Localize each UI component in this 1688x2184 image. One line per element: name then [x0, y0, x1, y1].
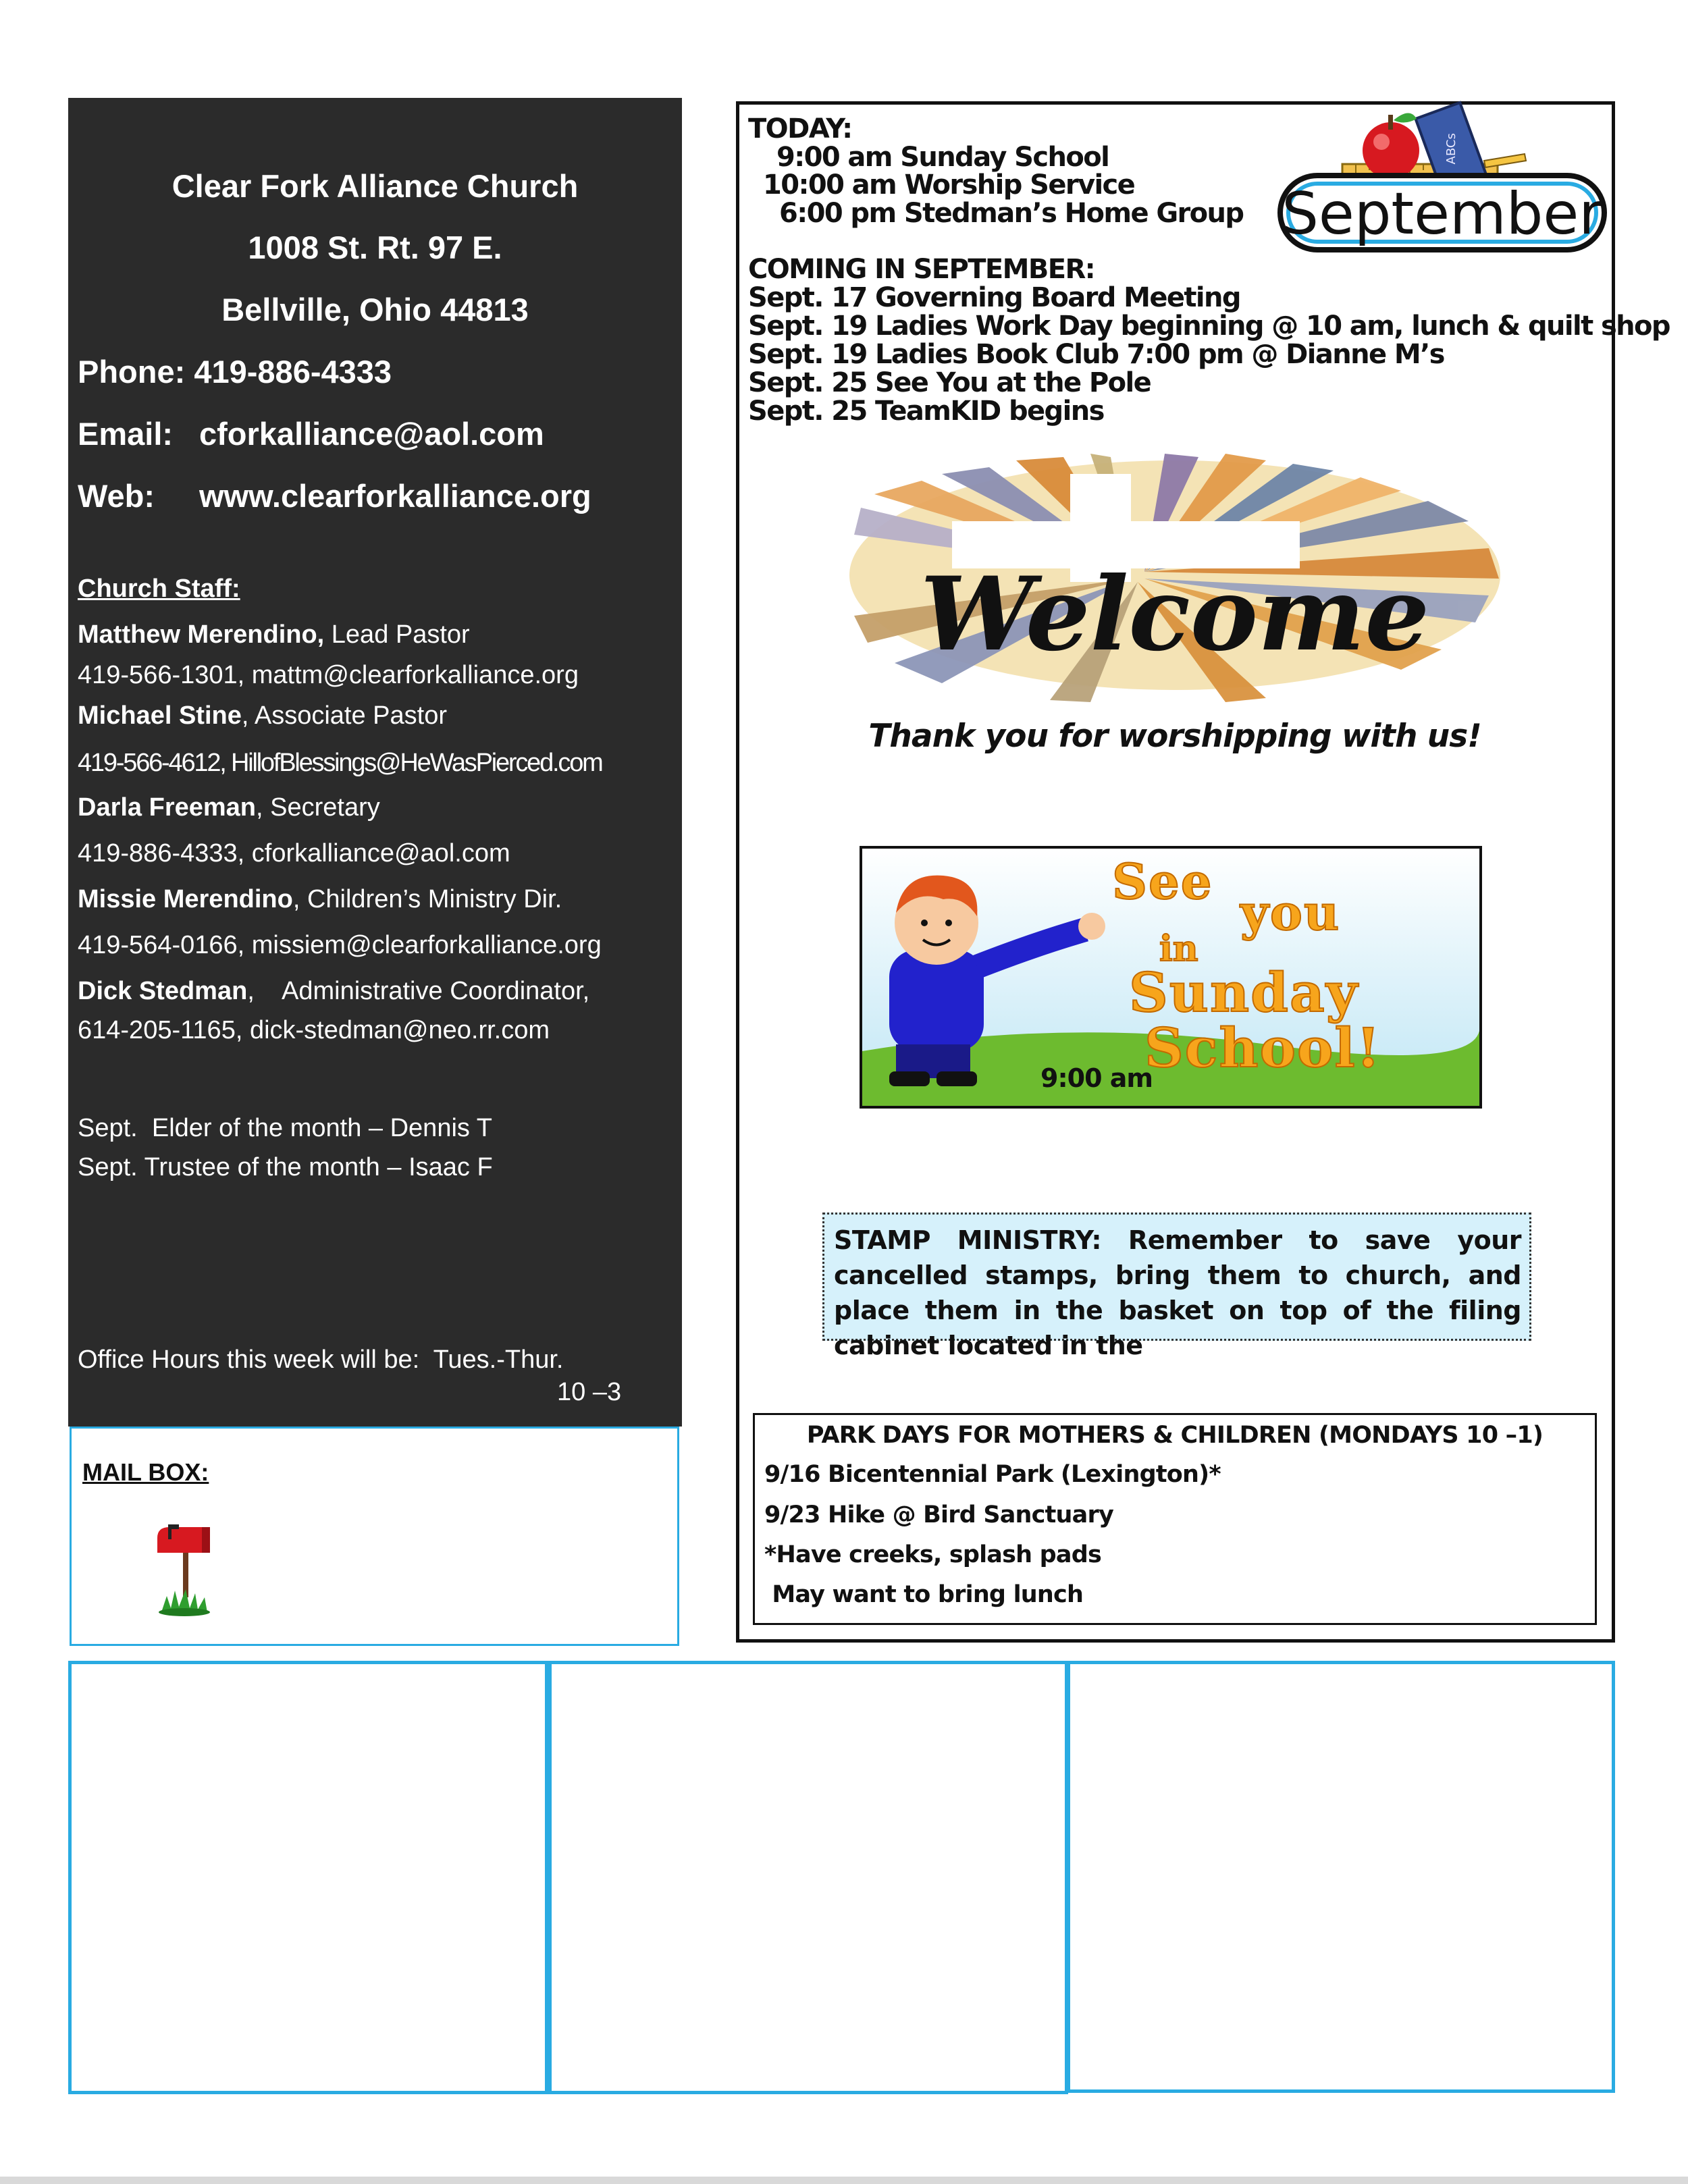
staff-contact-1: 419-566-1301, mattm@clearforkalliance.org: [78, 661, 579, 689]
office-hours-label: Office Hours this week will be: Tues.-Thur.: [78, 1346, 564, 1374]
church-name: Clear Fork Alliance Church: [172, 168, 579, 204]
church-info-panel: [68, 98, 682, 1427]
sunday-school-graphic: [860, 846, 1482, 1109]
staff-name: Dick Stedman: [78, 977, 248, 1005]
empty-box-right: [1067, 1661, 1615, 2093]
park-item-4: May want to bring lunch: [764, 1581, 1084, 1608]
welcome-clipart: [847, 454, 1502, 703]
staff-name: Michael Stine: [78, 701, 242, 730]
coming-item-4: Sept. 25 See You at the Pole: [748, 367, 1151, 398]
today-item-2: 10:00 am Worship Service: [763, 169, 1135, 201]
mailbox-section: [70, 1427, 679, 1646]
office-hours-time: 10 –3: [557, 1378, 622, 1406]
web-line: [78, 477, 591, 514]
web-address[interactable]: www.clearforkalliance.org: [199, 478, 591, 514]
phone-number: 419-886-4333: [194, 354, 392, 390]
staff-member-3: [78, 793, 380, 822]
ss-word-see: See: [1112, 853, 1213, 910]
park-days-heading: PARK DAYS FOR MOTHERS & CHILDREN (MONDAYS 10 –1): [806, 1422, 1544, 1449]
staff-role: , Secretary: [256, 793, 380, 822]
mailbox-icon: [149, 1523, 223, 1618]
page-bottom-edge: [0, 2177, 1688, 2184]
park-days-box: [753, 1413, 1597, 1625]
coming-item-1: Sept. 17 Governing Board Meeting: [748, 282, 1240, 313]
staff-member-1: [78, 620, 470, 649]
september-clipart: [1275, 100, 1612, 259]
empty-box-middle: [548, 1661, 1068, 2094]
phone-line: [78, 353, 392, 390]
email-line: [78, 415, 544, 452]
stamp-ministry-text: STAMP MINISTRY: Remember to save your cancelled stamps, bring them to church, and place them in the basket on top of the filing cabinet located in the: [834, 1225, 1521, 1360]
church-address-city: Bellville, Ohio 44813: [221, 292, 529, 327]
empty-box-left: [68, 1661, 548, 2094]
book-label: ABCs: [1444, 133, 1458, 165]
staff-name: Darla Freeman: [78, 793, 257, 822]
coming-item-2: Sept. 19 Ladies Work Day beginning @ 10 am, lunch & quilt shop: [748, 311, 1670, 342]
sunday-school-time: 9:00 am: [1040, 1063, 1153, 1093]
staff-contact-3: 419-886-4333, cforkalliance@aol.com: [78, 839, 510, 868]
phone-label: Phone:: [78, 354, 186, 390]
church-address-street: 1008 St. Rt. 97 E.: [248, 230, 502, 265]
staff-role: , Administrative Coordinator,: [247, 977, 590, 1005]
ss-word-sunday: Sunday: [1129, 961, 1359, 1024]
september-text: September: [1282, 180, 1603, 248]
park-item-2: 9/23 Hike @ Bird Sanctuary: [764, 1501, 1113, 1528]
ss-word-school: School!: [1144, 1016, 1381, 1080]
email-address[interactable]: cforkalliance@aol.com: [199, 416, 544, 452]
staff-contact-5: 614-205-1165, dick-stedman@neo.rr.com: [78, 1016, 550, 1044]
staff-member-5: [78, 977, 589, 1006]
today-item-3: 6:00 pm Stedman’s Home Group: [779, 198, 1244, 229]
email-label: Email:: [78, 416, 174, 452]
today-heading: TODAY:: [748, 113, 852, 144]
park-item-3: *Have creeks, splash pads: [764, 1541, 1102, 1568]
mailbox-title: MAIL BOX:: [82, 1458, 209, 1486]
staff-member-4: [78, 885, 562, 914]
staff-contact-4: 419-564-0166, missiem@clearforkalliance.org: [78, 931, 602, 959]
coming-item-3: Sept. 19 Ladies Book Club 7:00 pm @ Dianne M’s: [748, 339, 1444, 370]
trustee-of-month: Sept. Trustee of the month – Isaac F: [78, 1153, 493, 1181]
staff-role: , Children’s Ministry Dir.: [292, 885, 562, 913]
welcome-text: Welcome: [920, 555, 1430, 674]
stamp-ministry-box: [822, 1213, 1531, 1360]
staff-name: Missie Merendino: [78, 885, 293, 913]
elder-of-month: Sept. Elder of the month – Dennis T: [78, 1114, 492, 1142]
web-label: Web:: [78, 478, 155, 514]
coming-item-5: Sept. 25 TeamKID begins: [748, 396, 1104, 427]
thank-you-message: Thank you for worshipping with us!: [868, 718, 1481, 755]
staff-member-2: [78, 701, 447, 730]
today-item-1: 9:00 am Sunday School: [776, 142, 1109, 173]
ss-word-you: you: [1240, 884, 1341, 941]
staff-name: Matthew Merendino,: [78, 620, 325, 649]
staff-heading: Church Staff:: [78, 575, 240, 603]
park-item-1: 9/16 Bicentennial Park (Lexington)*: [764, 1461, 1221, 1488]
staff-role: , Associate Pastor: [241, 701, 447, 730]
staff-contact-2: 419-566-4612, HillofBlessings@HeWasPierced.com: [78, 749, 602, 777]
coming-heading: COMING IN SEPTEMBER:: [748, 254, 1095, 285]
ss-word-in: in: [1159, 928, 1198, 969]
staff-role: Lead Pastor: [324, 620, 470, 649]
